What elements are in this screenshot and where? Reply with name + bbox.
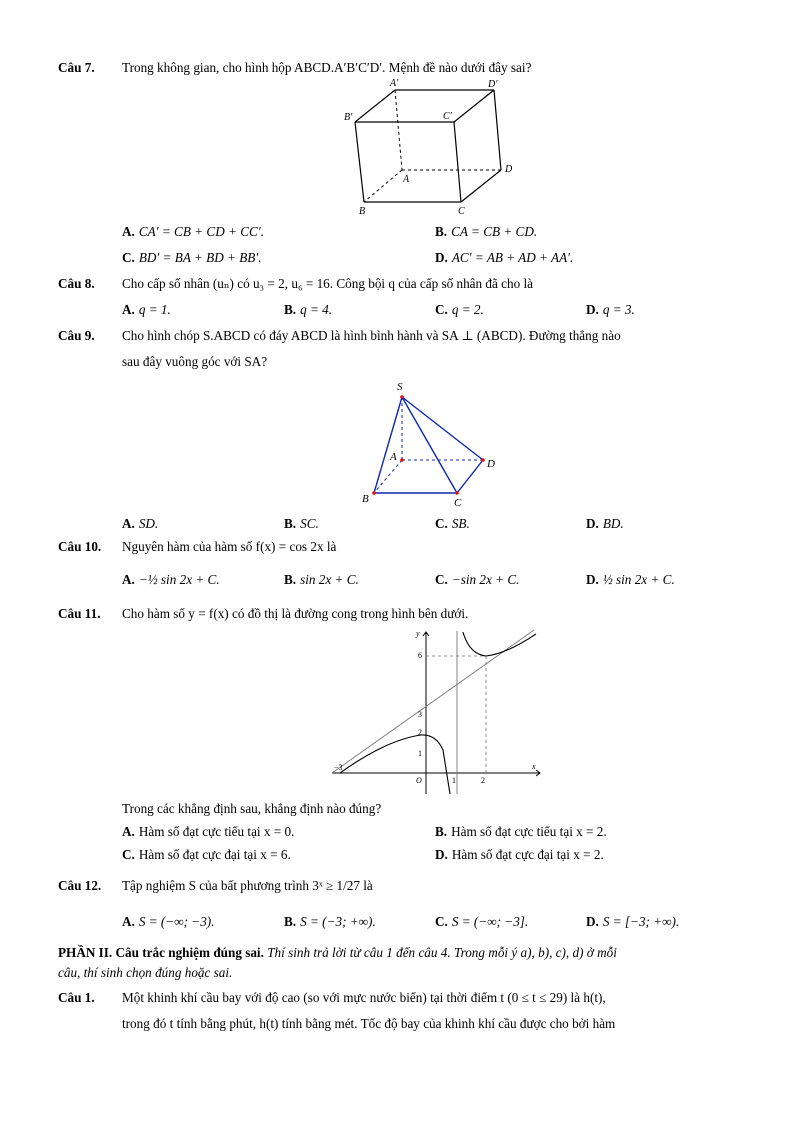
option-text: q = 2. (451, 302, 484, 317)
option-text: SB. (451, 516, 470, 531)
p2q1-line1: Một khinh khí cầu bay với độ cao (so với mực nước biển) tại thời điểm t (0 ≤ t ≤ 29) là h(t), (122, 990, 606, 1005)
q9-stem-line2: sau đây vuông góc với SA? (122, 354, 268, 369)
option-letter: D. (586, 572, 599, 587)
q7-label-a: A (403, 174, 410, 185)
option-letter: A. (122, 824, 135, 839)
option-letter: B. (284, 914, 297, 929)
option-letter: A. (122, 516, 135, 531)
option-text: S = (−3; +∞). (300, 914, 376, 929)
option-letter: A. (122, 224, 135, 239)
q7-label-c: C (458, 206, 465, 217)
q9-label-s: S (397, 381, 403, 393)
q12-option-d[interactable] (586, 914, 679, 930)
q7-cuboid-figure (330, 76, 530, 218)
option-letter: B. (284, 516, 297, 531)
p2q1-number: Câu 1. (58, 990, 95, 1005)
option-text: q = 3. (602, 302, 635, 317)
option-letter: A. (122, 302, 135, 317)
q7-label-b-prime: B′ (344, 112, 353, 123)
q11-ytick-1: 1 (418, 749, 422, 758)
option-letter: B. (284, 572, 297, 587)
q11-option-d[interactable] (435, 847, 604, 863)
option-letter: D. (586, 516, 599, 531)
option-letter: B. (435, 824, 448, 839)
q12-option-b[interactable] (284, 914, 376, 930)
q7-label-b: B (359, 206, 366, 217)
option-letter: B. (435, 224, 448, 239)
q8-option-a[interactable] (122, 302, 171, 318)
q11-ytick-6: 6 (418, 651, 422, 660)
q7-label-a-prime: A′ (390, 78, 399, 89)
option-letter: D. (586, 302, 599, 317)
part2-instruction-line2 (58, 965, 232, 981)
q8-option-c[interactable] (435, 302, 484, 318)
q9-option-a[interactable] (122, 516, 158, 532)
q7-label-d-prime: D′ (488, 79, 498, 90)
q11-axis-x: x (532, 762, 536, 771)
q11-xtick-1: 1 (452, 776, 456, 785)
option-letter: D. (435, 847, 448, 862)
q7-option-c[interactable] (122, 250, 262, 266)
part2-instruction-2: câu, thí sinh chọn đúng hoặc sai. (58, 965, 233, 980)
q8-option-b[interactable] (284, 302, 332, 318)
part2-heading-line (58, 945, 617, 961)
option-letter: C. (122, 250, 135, 265)
option-text: sin 2x + C. (300, 572, 359, 587)
q10-option-c[interactable] (435, 572, 519, 588)
option-text: Hàm số đạt cực tiểu tại x = 0. (138, 824, 295, 839)
option-text: S = [−3; +∞). (602, 914, 680, 929)
q7-option-a[interactable] (122, 224, 264, 240)
option-letter: C. (435, 572, 448, 587)
option-text: q = 4. (300, 302, 333, 317)
option-text: q = 1. (138, 302, 171, 317)
option-text: Hàm số đạt cực đại tại x = 6. (138, 847, 291, 862)
q7-option-b[interactable] (435, 224, 537, 240)
q9-stem-line1: Cho hình chóp S.ABCD có đáy ABCD là hình bình hành và SA ⊥ (ABCD). Đường thẳng nào (122, 328, 621, 343)
part2-instruction-1: Thí sinh trả lời từ câu 1 đến câu 4. Trong mỗi ý a), b), c), d) ở mỗi (267, 945, 617, 960)
option-text: ½ sin 2x + C. (602, 572, 675, 587)
q11-xtick-2: 2 (481, 776, 485, 785)
q11-stem: Cho hàm số y = f(x) có đồ thị là đường cong trong hình bên dưới. (122, 606, 469, 621)
q10-option-b[interactable] (284, 572, 359, 588)
q12-option-c[interactable] (435, 914, 528, 930)
option-text: Hàm số đạt cực tiểu tại x = 2. (451, 824, 607, 839)
p2q1-line2: trong đó t tính bằng phút, h(t) tính bằng mét. Tốc độ bay của khinh khí cầu được cho bởi hàm (122, 1016, 616, 1031)
q7-stem: Trong không gian, cho hình hộp ABCD.A′B′C′D′. Mệnh đề nào dưới đây sai? (122, 60, 532, 75)
q9-label-c: C (454, 497, 462, 509)
q11-xtick-neg3: −3 (334, 763, 343, 772)
q9-number: Câu 9. (58, 328, 95, 343)
option-text: BD. (602, 516, 624, 531)
option-text: SC. (300, 516, 319, 531)
q7-number: Câu 7. (58, 60, 95, 75)
q9-label-b: B (362, 493, 369, 505)
q7-option-d[interactable] (435, 250, 573, 266)
q8-number: Câu 8. (58, 276, 95, 291)
q11-option-c[interactable] (122, 847, 291, 863)
q9-label-a: A (390, 451, 397, 463)
option-letter: C. (435, 914, 448, 929)
q12-option-a[interactable] (122, 914, 214, 930)
q8-option-d[interactable] (586, 302, 635, 318)
option-letter: C. (435, 516, 448, 531)
q10-option-a[interactable] (122, 572, 220, 588)
option-letter: D. (435, 250, 448, 265)
q9-option-c[interactable] (435, 516, 470, 532)
q10-number: Câu 10. (58, 539, 102, 554)
option-text: CA = CB + CD. (451, 224, 538, 239)
q11-follow: Trong các khẳng định sau, khẳng định nào đúng? (122, 801, 382, 816)
part2-heading: PHẦN II. Câu trắc nghiệm đúng sai. (58, 945, 264, 960)
q7-label-d: D (505, 164, 513, 175)
q10-stem: Nguyên hàm của hàm số f(x) = cos 2x là (122, 539, 337, 554)
q7-label-c-prime: C′ (443, 111, 452, 122)
q12-stem: Tập nghiệm S của bất phương trình 3ˣ ≥ 1/27 là (122, 878, 373, 893)
option-letter: B. (284, 302, 297, 317)
option-letter: A. (122, 572, 135, 587)
q9-option-d[interactable] (586, 516, 624, 532)
q10-option-d[interactable] (586, 572, 675, 588)
q11-ytick-3: 3 (418, 710, 422, 719)
q11-function-graph (326, 628, 546, 796)
option-letter: A. (122, 914, 135, 929)
q9-pyramid-figure (350, 376, 510, 510)
option-text: S = (−∞; −3]. (451, 914, 529, 929)
q12-number: Câu 12. (58, 878, 102, 893)
q11-origin: O (416, 776, 422, 785)
q9-label-d: D (487, 458, 495, 470)
option-letter: C. (122, 847, 135, 862)
option-text: S = (−∞; −3). (138, 914, 215, 929)
option-letter: D. (586, 914, 599, 929)
option-text: −½ sin 2x + C. (138, 572, 220, 587)
q8-stem: Cho cấp số nhân (uₙ) có u₃ = 2, u₆ = 16. Công bội q của cấp số nhân đã cho là (122, 276, 534, 291)
option-letter: C. (435, 302, 448, 317)
option-text: Hàm số đạt cực đại tại x = 2. (451, 847, 604, 862)
q11-option-a[interactable] (122, 824, 294, 840)
q11-axis-y: y (416, 629, 420, 638)
option-text: SD. (138, 516, 159, 531)
option-text: −sin 2x + C. (451, 572, 520, 587)
option-text: AC′ = AB + AD + AA′. (451, 250, 574, 265)
q11-number: Câu 11. (58, 606, 101, 621)
option-text: BD′ = BA + BD + BB′. (138, 250, 262, 265)
option-text: CA′ = CB + CD + CC′. (138, 224, 264, 239)
q11-ytick-2: 2 (418, 728, 422, 737)
q9-option-b[interactable] (284, 516, 319, 532)
q11-option-b[interactable] (435, 824, 607, 840)
